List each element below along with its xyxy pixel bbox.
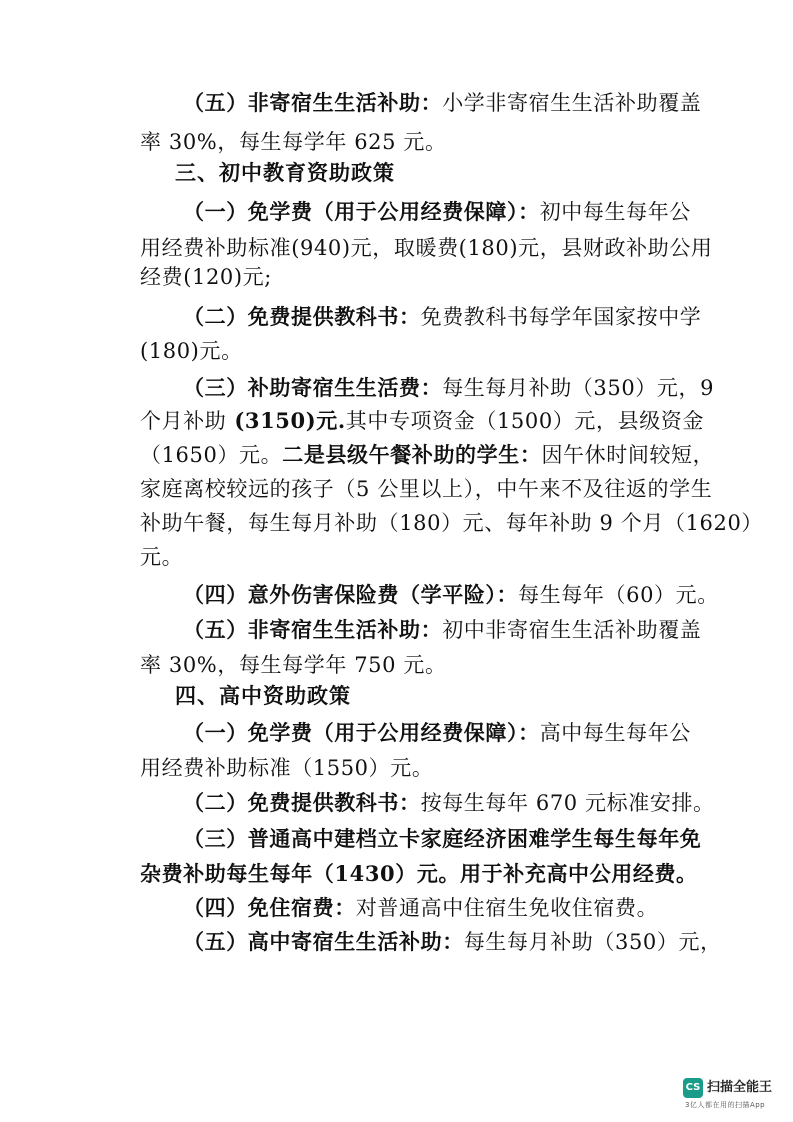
paragraph-junior-tuition [183,197,691,227]
item-label: （五）高中寄宿生生活补助： [183,929,464,954]
section-heading-junior-high: 三、初中教育资助政策 [175,160,395,185]
item-text: 按每生每年 670 元标准安排。 [420,791,715,815]
item-text: 每生每月补助（350）元，9 [442,376,715,400]
paragraph-senior-textbooks [183,788,715,818]
item-label: （一）免学费（用于公用经费保障）： [183,720,540,745]
paragraph-continuation [140,753,433,783]
paragraph-continuation [140,233,713,263]
item-text: 对普通高中住宿生免收住宿费。 [355,896,659,920]
item-text: 个月补助 [140,409,227,433]
item-label: （四）免住宿费： [183,895,356,920]
item-label: （四）意外伤害保险费（学平险）： [183,582,519,607]
item-text: 用经费补助标准（1550）元。 [140,756,434,780]
item-label: （二）免费提供教科书： [183,304,421,329]
item-text: 率 30%，每生每学年 625 元。 [140,130,447,154]
paragraph-continuation [140,127,447,157]
scanner-watermark [683,1076,783,1112]
paragraph-senior-boarding [183,927,722,957]
item-text: 因午休时间较短， [541,443,715,467]
item-text-bold: (3150)元. [226,408,346,433]
item-text: 家庭离校较远的孩子（5 公里以上），中午来不及往返的学生 [140,477,713,501]
paragraph-senior-tuition [183,718,691,748]
item-label: （二）免费提供教科书： [183,790,421,815]
item-label: （一）免学费（用于公用经费保障）： [183,199,540,224]
item-text: 初中非寄宿生生活补助覆盖 [442,618,702,642]
item-text: 小学非寄宿生生活补助覆盖 [442,91,702,115]
paragraph-continuation [140,508,763,538]
watermark-subtitle: 3亿人都在用的扫描App [685,1101,766,1109]
item-text: 免费教科书每学年国家按中学 [420,305,702,329]
item-label: （三）补助寄宿生生活费： [183,375,443,400]
item-text: 率 30%，每生每学年 750 元。 [140,653,447,677]
item-text: （1650）元。 [140,443,283,467]
paragraph-continuation [140,474,712,504]
paragraph-continuation [140,262,272,292]
item-label: （五）非寄宿生生活补助： [183,617,443,642]
item-text: 其中专项资金（1500）元，县级资金 [345,409,704,433]
item-text: 每生每月补助（350）元， [463,930,722,954]
paragraph-continuation [140,406,704,436]
item-text-bold: 二是县级午餐补助的学生： [282,442,542,467]
paragraph-junior-boarding [183,373,714,403]
item-text: 元。 [140,545,184,569]
item-label: （五）非寄宿生生活补助： [183,90,443,115]
paragraph-continuation [140,440,714,470]
paragraph-junior-insurance [183,580,719,610]
watermark-title: 扫描全能王 [707,1080,773,1095]
paragraph-senior-accommodation [183,893,658,923]
item-text: 每生每年（60）元。 [518,583,719,607]
paragraph-junior-non-boarding [183,615,701,645]
paragraph-primary-non-boarding [183,88,701,118]
item-text: 初中每生每年公 [539,200,691,224]
item-text: 经费(120)元; [140,265,272,289]
paragraph-junior-textbooks [183,302,701,332]
paragraph-continuation [140,650,447,680]
item-text: (180)元。 [140,339,243,363]
camscanner-logo-icon: CS [683,1078,703,1098]
item-text: 用经费补助标准(940)元，取暖费(180)元，县财政补助公用 [140,236,713,260]
section-heading-senior-high: 四、高中资助政策 [175,683,351,708]
item-text: 高中每生每年公 [539,721,691,745]
paragraph-continuation: 杂费补助每生每年（1430）元。用于补充高中公用经费。 [140,861,698,886]
item-text: 补助午餐，每生每月补助（180）元、每年补助 9 个月（1620） [140,511,764,535]
paragraph-continuation [140,336,243,366]
paragraph-senior-miscellaneous-fees: （三）普通高中建档立卡家庭经济困难学生每生每年免 [183,826,702,851]
paragraph-continuation [140,542,183,572]
